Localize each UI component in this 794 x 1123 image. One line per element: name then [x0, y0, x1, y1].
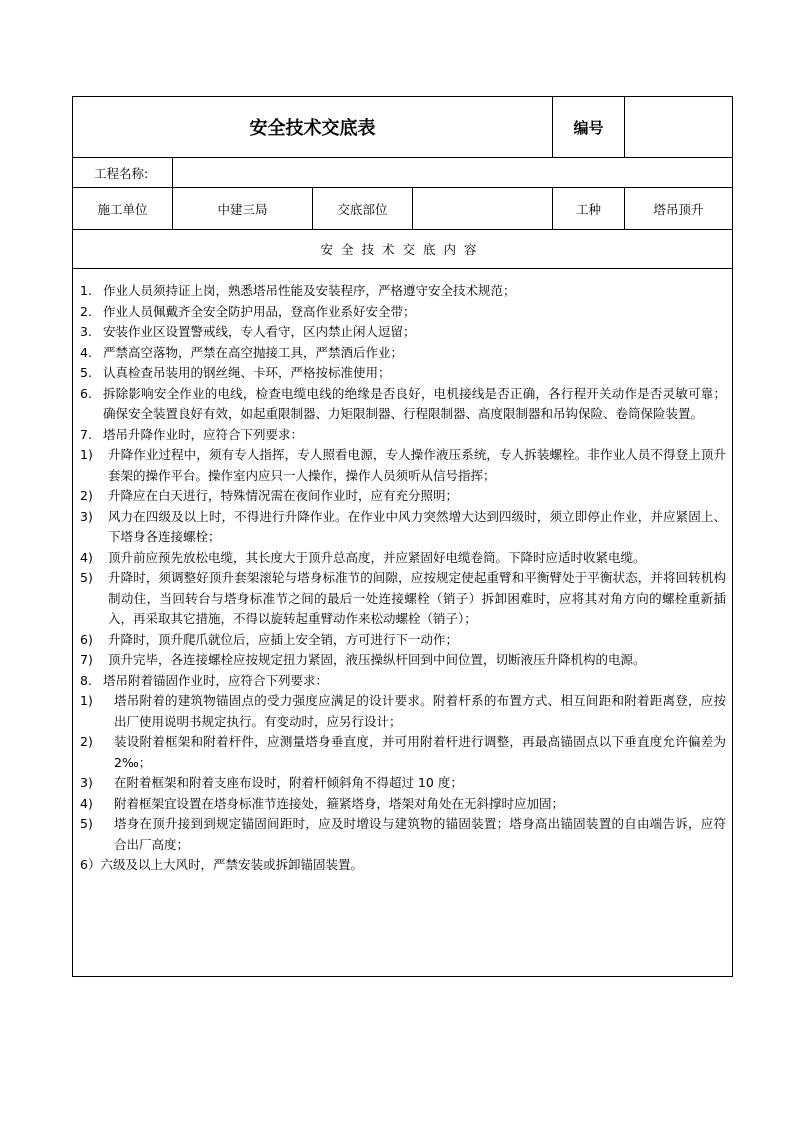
list-item-number: 2.: [80, 303, 92, 319]
list-item: [80, 691, 726, 732]
list-item-number: 5): [80, 570, 93, 585]
list-item-number: 3.: [80, 324, 92, 339]
list-item-text: 附着框架宜设置在塔身标准节连接处，箍紧塔身，塔架对角处在无斜撑时应加固；: [114, 795, 565, 811]
list-item-number: 5): [80, 816, 93, 831]
list-item: [80, 548, 726, 569]
list-item-number: 6): [80, 631, 93, 647]
list-item-text: 6）六级及以上大风时，严禁安装或拆卸锚固装置。: [80, 857, 363, 872]
project-name-value: [173, 158, 733, 188]
content-list: [80, 281, 726, 876]
section-title: 安全技术交底内容: [73, 230, 733, 269]
list-item: [80, 363, 726, 384]
list-item: [80, 507, 726, 548]
list-item-text: 拆除影响安全作业的电线，检查电缆电线的绝缘是否良好，电机接线是否正确，各行程开关动作是否灵敏可靠；确保安全装置良好有效，如起重限制器、力矩限制器、行程限制器、高度限制器和吊钩保险、卷筒保险装置。: [103, 385, 726, 421]
list-item-text: 严禁高空落物，严禁在高空抛接工具，严禁酒后作业；: [103, 344, 404, 360]
list-item-number: 4): [80, 549, 93, 565]
list-item-text: 塔吊升降作业时，应符合下列要求：: [103, 426, 304, 442]
list-item: [80, 650, 726, 671]
list-item-text: 作业人员须持证上岗，熟悉塔吊性能及安装程序，严格遵守安全技术规范；: [103, 283, 516, 298]
list-item-number: 5.: [80, 365, 92, 380]
trade-value: 塔吊顶升: [625, 188, 733, 230]
list-item: [80, 486, 726, 507]
list-item: [80, 281, 726, 302]
project-name-label: 工程名称:: [73, 158, 173, 188]
list-item: [80, 425, 726, 446]
disclosure-part-label: 交底部位: [313, 188, 413, 230]
list-item-text: 升降应在白天进行，特殊情况需在夜间作业时，应有充分照明；: [108, 488, 459, 503]
list-item: [80, 322, 726, 343]
list-item: [80, 773, 726, 794]
list-item-number: 3): [80, 775, 93, 790]
list-item-number: 1.: [80, 283, 92, 298]
list-item-number: 2): [80, 734, 93, 749]
construction-unit-value: 中建三局: [173, 188, 313, 230]
list-item-text: 升降作业过程中，须有专人指挥，专人照看电源，专人操作液压系统，专人拆装螺栓。非作业人员不得登上顶升套架的操作平台。操作室内应只一人操作，操作人员须听从信号指挥；: [108, 447, 726, 483]
list-item: [80, 794, 726, 815]
trade-label: 工种: [553, 188, 625, 230]
list-item-number: 4): [80, 795, 93, 811]
content-cell: [73, 269, 733, 977]
disclosure-part-value: [413, 188, 553, 230]
list-item: [80, 445, 726, 486]
form-title: 安全技术交底表: [73, 97, 553, 158]
list-item-text: 在附着框架和附着支座布设时，附着杆倾斜角不得超过 10 度；: [114, 775, 463, 790]
list-item-number: 2): [80, 488, 93, 503]
list-item-text: 塔吊附着的建筑物锚固点的受力强度应满足的设计要求。附着杆系的布置方式、相互间距和附着距离登，应按出厂使用说明书规定执行。有变动时，应另行设计；: [114, 693, 726, 729]
list-item: [80, 302, 726, 323]
list-item-text: 塔吊附着锚固作业时，应符合下列要求：: [103, 672, 329, 688]
list-item: [80, 732, 726, 773]
list-item: [80, 568, 726, 630]
list-item: [80, 630, 726, 651]
list-item-text: 安装作业区设置警戒线，专人看守，区内禁止闲人逗留；: [103, 324, 416, 339]
list-item-number: 7): [80, 652, 93, 667]
list-item-text: 风力在四级及以上时，不得进行升降作业。在作业中风力突然增大达到四级时，须立即停止作业，并应紧固上、下塔身各连接螺栓；: [108, 508, 726, 544]
list-item-number: 1): [80, 447, 93, 462]
list-item-text: 升降时，顶升爬爪就位后，应插上安全销，方可进行下一动作；: [108, 631, 459, 647]
list-item-text: 塔身在顶升接到到规定锚固间距时，应及时增设与建筑物的锚固装置；塔身高出锚固装置的自由端告诉，应符合出厂高度；: [114, 816, 726, 852]
list-item-number: 4.: [80, 344, 92, 360]
list-item: [80, 384, 726, 425]
number-value: [625, 97, 733, 158]
list-item-number: 8.: [80, 672, 92, 688]
list-item-number: 3): [80, 508, 93, 524]
list-item-number: 1): [80, 693, 93, 708]
list-item-text: 认真检查吊装用的钢丝绳、卡环，严格按标准使用；: [103, 365, 391, 380]
list-item-text: 顶升完毕，各连接螺栓应按规定扭力紧固，液压操纵杆回到中间位置，切断液压升降机构的电源。: [108, 652, 646, 667]
construction-unit-label: 施工单位: [73, 188, 173, 230]
list-item: [80, 343, 726, 364]
safety-disclosure-table: [72, 96, 733, 977]
list-item: [80, 671, 726, 692]
list-item-number: 7.: [80, 426, 92, 442]
number-label: 编号: [553, 97, 625, 158]
list-item-text: 顶升前应预先放松电缆，其长度大于顶升总高度，并应紧固好电缆卷筒。下降时应适时收紧电缆。: [108, 549, 646, 565]
list-item: [80, 814, 726, 855]
list-item-text: 升降时，须调整好顶升套架滚轮与塔身标准节的间隙，应按规定使起重臂和平衡臂处于平衡状态，并将回转机构制动住，当回转台与塔身标准节之间的最后一处连接螺栓（销子）拆卸困难时，应将其对角方向的螺栓重新插入，再采取其它措施，不得以旋转起重臂动作来松动螺栓（销子）；: [108, 570, 726, 626]
list-item-text: 作业人员佩戴齐全安全防护用品，登高作业系好安全带；: [103, 303, 416, 319]
list-item-text: 装设附着框架和附着杆件，应测量塔身垂直度，并可用附着杆进行调整，再最高锚固点以下垂直度允许偏差为 2‰；: [114, 734, 726, 770]
list-item-number: 6.: [80, 385, 92, 401]
list-item: [80, 855, 726, 876]
